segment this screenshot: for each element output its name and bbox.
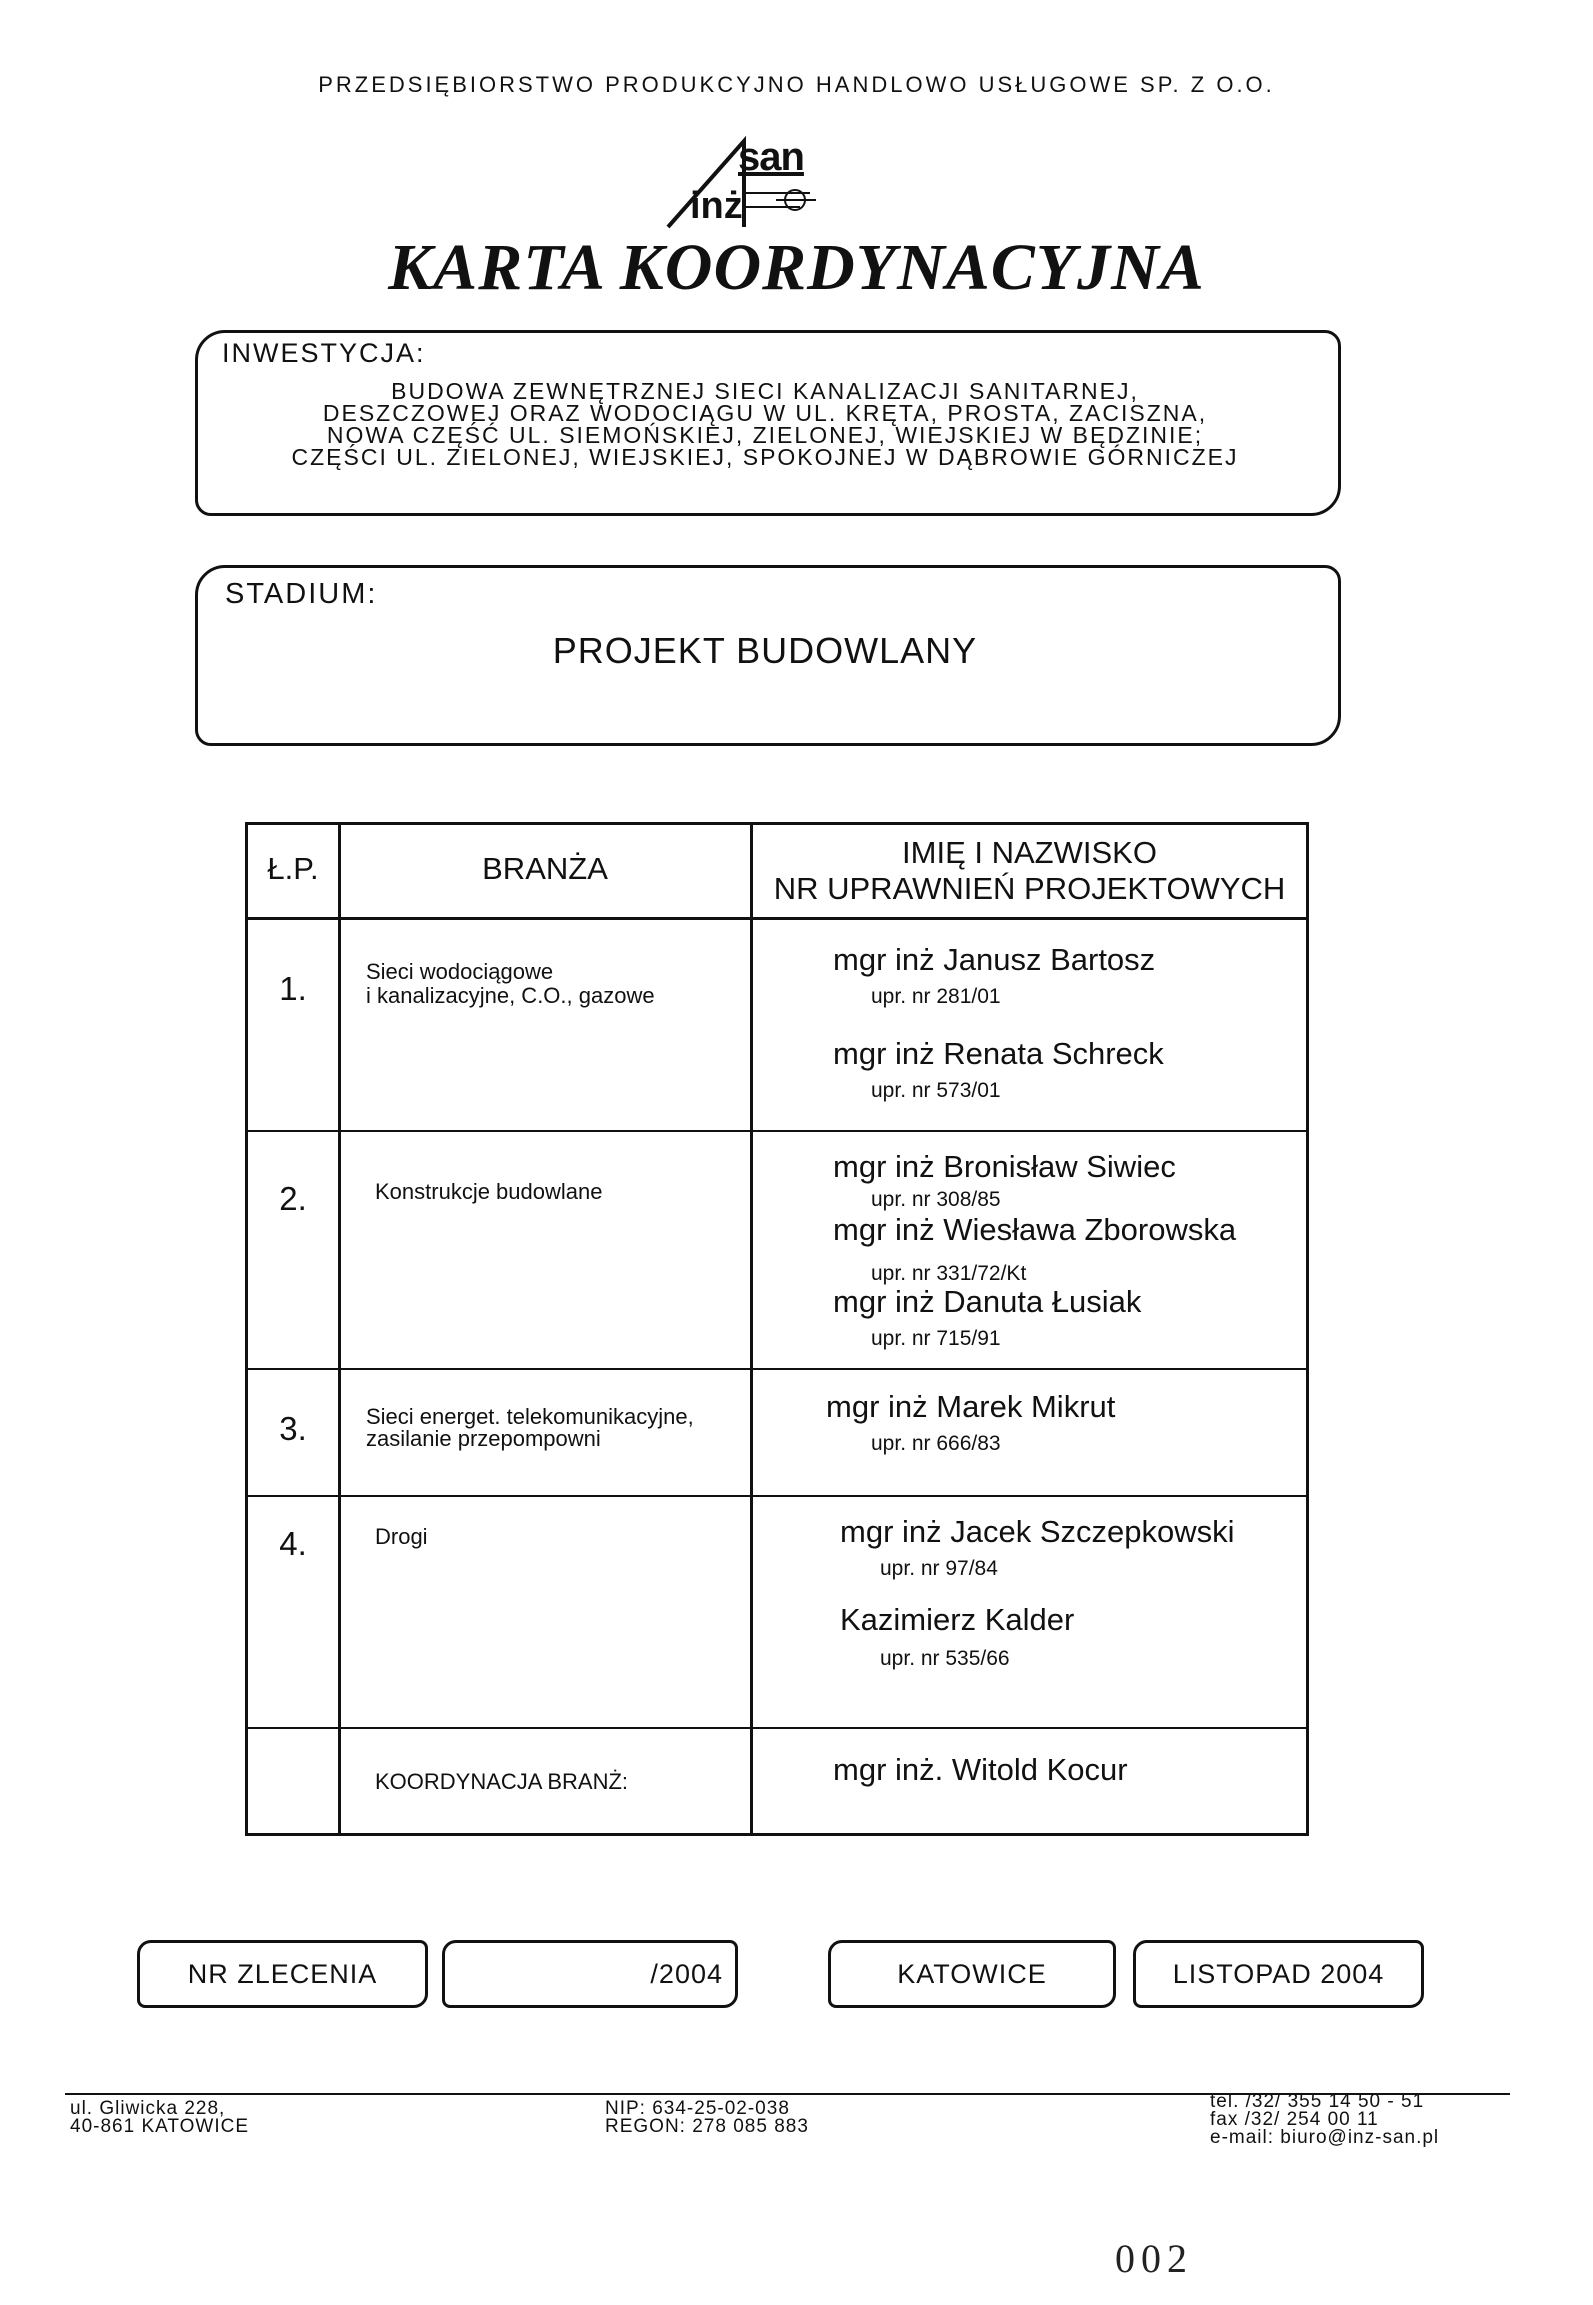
page-number: 002 (1115, 2236, 1193, 2281)
row-branch: i kanalizacyjne, C.O., gazowe (366, 983, 655, 1008)
company-logo (660, 135, 830, 230)
date-box: LISTOPAD 2004 (1133, 1940, 1424, 2008)
row-number: 2. (279, 1180, 307, 1217)
investment-line: DESZCZOWEJ ORAZ WODOCIĄGU W UL. KRĘTA, PROSTA, ZACISZNA, (322, 400, 1208, 426)
row-number: 4. (279, 1525, 307, 1562)
row-branch: Sieci energet. telekomunikacyjne, (366, 1404, 694, 1429)
license-number: upr. nr 535/66 (880, 1647, 1010, 1670)
license-number: upr. nr 666/83 (871, 1432, 1001, 1455)
designer-name: mgr inż Janusz Bartosz (833, 942, 1156, 977)
footer-tel: tel. /32/ 355 14 50 - 51 (1210, 2091, 1425, 2112)
footer-fax: fax /32/ 254 00 11 (1210, 2109, 1379, 2130)
logo-text-san: san (738, 135, 804, 179)
document-title: KARTA KOORDYNACYJNA (388, 231, 1205, 304)
coordinator-name: mgr inż. Witold Kocur (833, 1752, 1128, 1787)
license-number: upr. nr 281/01 (871, 985, 1001, 1008)
designer-name: mgr inż Wiesława Zborowska (833, 1212, 1237, 1247)
investment-label: INWESTYCJA: (222, 338, 426, 368)
row-branch: Sieci wodociągowe (366, 959, 554, 984)
footer-regon: REGON: 278 085 883 (605, 2116, 809, 2137)
license-number: upr. nr 331/72/Kt (871, 1262, 1027, 1285)
designer-name: mgr inż Renata Schreck (833, 1036, 1164, 1071)
footer-address: 40-861 KATOWICE (70, 2116, 250, 2137)
header-lp: Ł.P. (267, 851, 319, 886)
designer-name: Kazimierz Kalder (840, 1602, 1075, 1637)
coordination-table (245, 822, 1309, 1836)
header-names: IMIĘ I NAZWISKO (902, 835, 1157, 870)
stage-label: STADIUM: (225, 578, 378, 610)
row-number: 1. (279, 970, 307, 1007)
designer-name: mgr inż Bronisław Siwiec (833, 1149, 1176, 1184)
row-branch: Drogi (375, 1524, 428, 1549)
license-number: upr. nr 715/91 (871, 1327, 1001, 1350)
investment-line: BUDOWA ZEWNĘTRZNEJ SIECI KANALIZACJI SANITARNEJ, (391, 378, 1139, 404)
row-branch: KOORDYNACJA BRANŻ: (375, 1769, 629, 1794)
stage-value: PROJEKT BUDOWLANY (552, 630, 978, 671)
footer-address: ul. Gliwicka 228, (70, 2098, 226, 2119)
header-licenses: NR UPRAWNIEŃ PROJEKTOWYCH (773, 871, 1286, 906)
header-branch: BRANŻA (482, 851, 608, 886)
logo-text-inz: inż (690, 185, 743, 227)
row-branch: Konstrukcje budowlane (375, 1179, 603, 1204)
company-name: PRZEDSIĘBIORSTWO PRODUKCYJNO HANDLOWO USŁUGOWE SP. Z O.O. (318, 72, 1275, 97)
investment-line: CZĘŚCI UL. ZIELONEJ, WIEJSKIEJ, SPOKOJNEJ W DĄBROWIE GÓRNICZEJ (291, 444, 1239, 470)
license-number: upr. nr 573/01 (871, 1079, 1001, 1102)
license-number: upr. nr 308/85 (871, 1188, 1001, 1211)
designer-name: mgr inż Danuta Łusiak (833, 1284, 1142, 1319)
order-number-label: NR ZLECENIA (137, 1940, 428, 2008)
footer-nip: NIP: 634-25-02-038 (605, 2098, 790, 2119)
order-number-value (442, 1940, 738, 2008)
order-number-text: /2004 (650, 1959, 723, 1989)
license-number: upr. nr 97/84 (880, 1557, 998, 1580)
row-number: 3. (279, 1410, 307, 1447)
designer-name: mgr inż Marek Mikrut (826, 1389, 1116, 1424)
investment-line: NOWA CZĘŚĆ UL. SIEMOŃSKIEJ, ZIELONEJ, WIEJSKIEJ W BĘDZINIE; (326, 422, 1204, 448)
footer-email: e-mail: biuro@inz-san.pl (1210, 2127, 1440, 2148)
city-box: KATOWICE (828, 1940, 1116, 2008)
designer-name: mgr inż Jacek Szczepkowski (840, 1514, 1235, 1549)
row-branch: zasilanie przepompowni (366, 1426, 601, 1451)
